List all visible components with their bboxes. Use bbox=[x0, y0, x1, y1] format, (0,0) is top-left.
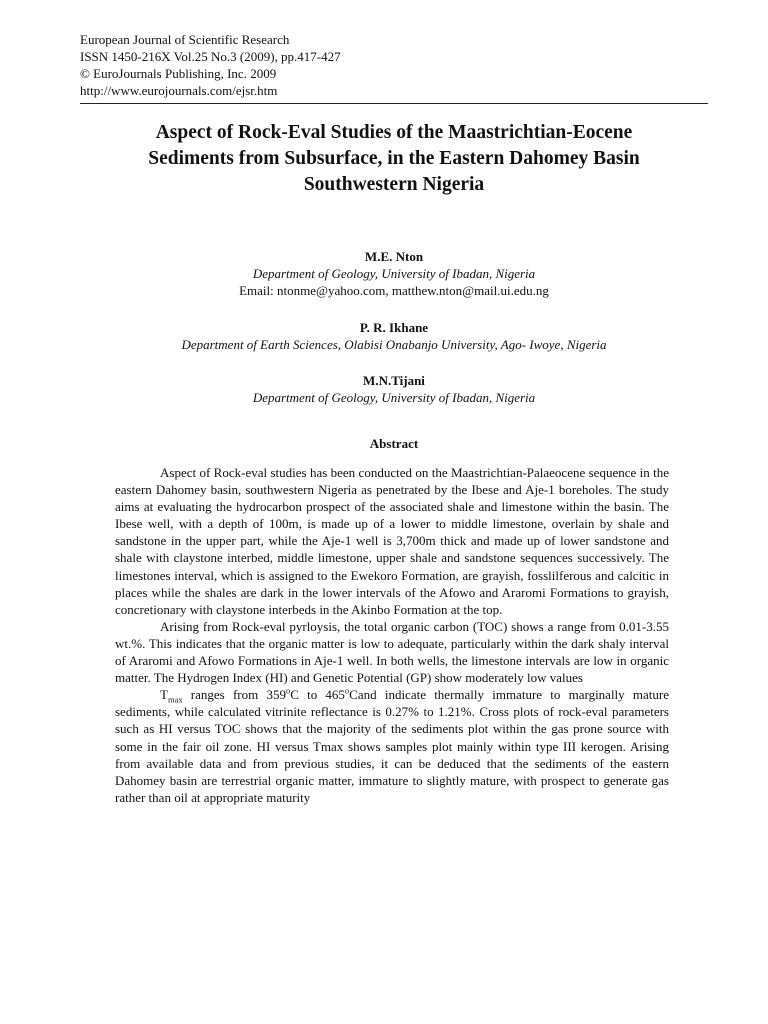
tmax-symbol: T bbox=[160, 687, 168, 703]
abstract-text-segment: C to 465 bbox=[290, 687, 345, 703]
degree-superscript: o bbox=[344, 685, 350, 696]
paper-title bbox=[80, 120, 708, 198]
title-line-3: Southwestern Nigeria bbox=[303, 174, 485, 195]
journal-url[interactable]: http://www.eurojournals.com/ejsr.htm bbox=[80, 83, 278, 98]
journal-name: European Journal of Scientific Research bbox=[80, 32, 290, 47]
author-email: Email: ntonme@yahoo.com, matthew.nton@mail.ui.edu.ng bbox=[239, 283, 549, 298]
author-name: P. R. Ikhane bbox=[359, 320, 429, 335]
author-block-2 bbox=[80, 319, 708, 353]
abstract-paragraph-2: Arising from Rock-eval pyrloysis, the total organic carbon (TOC) shows a range from 0.01-3.55 wt.%. This indicates that the organic matter is low to adequate, particularly within the dark shaly interval of Araromi and Afowo Formations in Aje-1 well. In both wells, the limestone intervals are low in organic matter. The Hydrogen Index (HI) and Genetic Potential (GP) show moderately low values bbox=[115, 618, 669, 686]
author-affiliation: Department of Earth Sciences, Olabisi Onabanjo University, Ago- Iwoye, Nigeria bbox=[181, 337, 607, 352]
author-block-3 bbox=[80, 372, 708, 406]
title-line-1: Aspect of Rock-Eval Studies of the Maastrichtian-Eocene bbox=[155, 122, 633, 143]
abstract-body bbox=[115, 464, 669, 806]
author-affiliation: Department of Geology, University of Ibadan, Nigeria bbox=[252, 266, 536, 281]
author-name: M.E. Nton bbox=[364, 249, 424, 264]
abstract-text-segment: ranges from 359 bbox=[182, 687, 286, 703]
author-affiliation: Department of Geology, University of Ibadan, Nigeria bbox=[252, 390, 536, 405]
journal-issn: ISSN 1450-216X Vol.25 No.3 (2009), pp.417-427 bbox=[80, 49, 341, 64]
abstract-heading: Abstract bbox=[369, 436, 419, 451]
tmax-subscript: max bbox=[167, 694, 183, 705]
author-block-1 bbox=[80, 248, 708, 299]
abstract-paragraph-1: Aspect of Rock-eval studies has been conducted on the Maastrichtian-Palaeocene sequence in the eastern Dahomey basin, southwestern Nigeria as penetrated by the Ibese and Aje-1 boreholes. The study aims at evaluating the hydrocarbon prospect of the associated shale and limestone within the basin. The Ibese well, with a depth of 100m, is made up of a lower to middle limestone, overlain by shale and sandstone in the upper part, while the Aje-1 well is 3,700m thick and made up of lower sandstone and shale with claystone interbed, middle limestone, upper shale and sandstone sequences successively. The limestones interval, which is assigned to the Ewekoro Formation, are grayish, fosslilferous and calcitic in places while the shales are dark in the lower intervals of the Afowo and Araromi Formations to grayish, concretionary with claystone interbeds in the Akinbo Formation at the top. bbox=[115, 465, 669, 617]
title-line-2: Sediments from Subsurface, in the Eastern Dahomey Basin bbox=[148, 148, 640, 169]
journal-publisher: © EuroJournals Publishing, Inc. 2009 bbox=[80, 66, 277, 81]
abstract-text-segment: Cand indicate thermally immature to marginally mature sediments, while calculated vitrinite reflectance is 0.27% to 1.21%. Cross plots of rock-eval parameters such as HI versus TOC shows that the majority of the sediments plot within the gas prone source with some in the fair oil zone. HI versus Tmax shows samples plot mainly within type III kerogen. Arising from available data and from previous studies, it can be deduced that the sediments of the eastern Dahomey basin are terrestrial organic matter, immature to slightly mature, with prospect to generate gas rather than oil at appropriate maturity bbox=[115, 687, 669, 805]
journal-header bbox=[80, 31, 341, 99]
abstract-paragraph-3 bbox=[115, 686, 669, 806]
header-divider bbox=[80, 103, 708, 104]
degree-superscript: o bbox=[285, 685, 291, 696]
author-name: M.N.Tijani bbox=[363, 373, 425, 388]
